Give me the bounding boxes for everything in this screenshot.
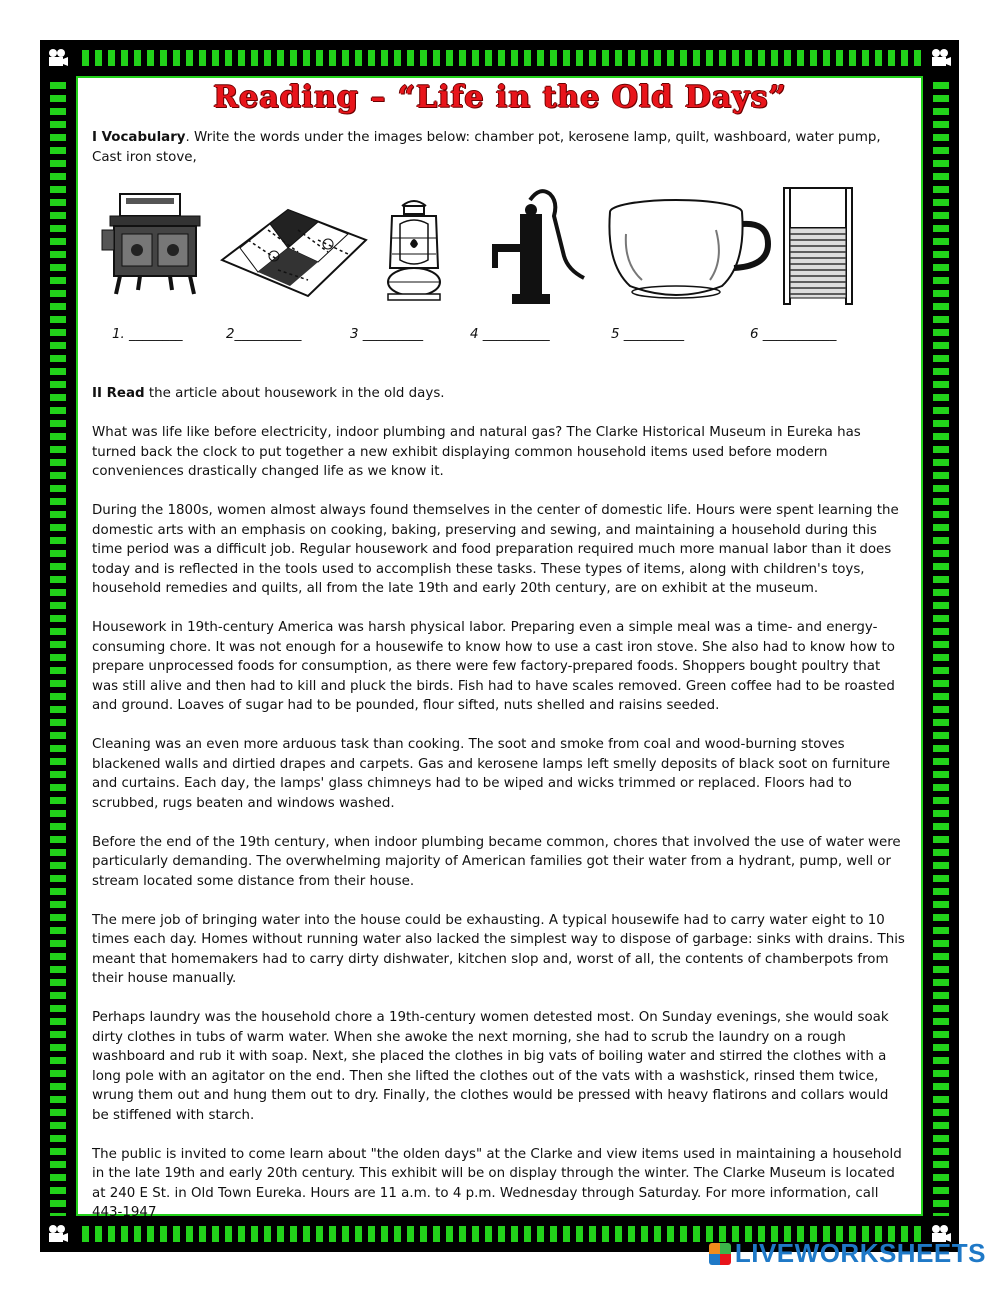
liveworksheets-logo (709, 1238, 986, 1269)
vocabulary-images (100, 186, 860, 306)
chamber-pot-image (606, 194, 772, 304)
projector-icon (40, 1216, 76, 1252)
page-title: Reading – “Life in the Old Days” (213, 80, 787, 115)
vocabulary-instructions (92, 128, 908, 167)
projector-icon (40, 40, 76, 76)
article-paragraph: The mere job of bringing water into the house could be exhausting. A typical housewife had to carry water eight to 10 times each day. Homes without running water also lacked the simplest way to dispose of garbage: sinks with drains. This meant that homemakers had to carry dirty dishwater, kitchen slop and, worst of all, the contents of chamberpots from their house manually. (92, 912, 905, 986)
logo-badge (709, 1243, 731, 1265)
left-film-strip (40, 40, 76, 1252)
logo-text: LIVEWORKSHEETS (734, 1238, 986, 1268)
article-paragraph: The public is invited to come learn about "the olden days" at the Clarke and view items used in maintaining a household in the late 19th and early 20th century. This exhibit will be on display through the winter. The Clarke Museum is located at 240 E St. in Old Town Eureka. Hours are 11 a.m. to 4 p.m. Wednesday through Saturday. For more information, call 443-1947 (92, 1146, 902, 1220)
kerosene-lamp-image (378, 198, 450, 302)
quilt-image (218, 200, 370, 300)
article-paragraph: Housework in 19th-century America was harsh physical labor. Preparing even a simple meal was a time- and energy-consuming chore. It was not enough for a housewife to know how to use a cast iron stove. She also had to know how to prepare unprocessed foods for consumption, as there were few factory-prepared foods. Shoppers bought poultry that was still alive and then had to kill and pluck the birds. Fish had to have scales removed. Green coffee had to be roasted and ground. Loaves of sugar had to be pounded, flour sifted, nuts shelled and raisins seeded. (92, 620, 895, 713)
top-film-strip (40, 40, 959, 76)
article-paragraph: Cleaning was an even more arduous task than cooking. The soot and smoke from coal and wood-burning stoves blackened walls and dirtied drapes and carpets. Gas and kerosene lamps left smelly deposits of black soot on furniture and curtains. Each day, the lamps' glass chimneys had to be wiped and wicks trimmed or replaced. Floors had to scrubbed, rugs beaten and windows washed. (92, 737, 891, 811)
projector-icon (923, 40, 959, 76)
right-film-strip (923, 40, 959, 1252)
answer-blank-3[interactable]: 3 _________ (350, 327, 424, 342)
reading-section (92, 384, 908, 1223)
vocabulary-instruction-text: . Write the words under the images below: chamber pot, kerosene lamp, quilt, washboard, water pump, Cast iron stove, (92, 130, 881, 165)
answer-blank-1[interactable]: 1. ________ (112, 327, 183, 342)
cast-iron-stove-image (100, 190, 210, 302)
vocabulary-label: I Vocabulary (92, 130, 186, 145)
article-paragraph: During the 1800s, women almost always found themselves in the center of domestic life. Hours were spent learning the domestic arts with an emphasis on cooking, baking, preserving and sewing, and maintaining a household during this time period was a difficult job. Regular housework and food preparation required much more manual labor than it does today and is reflected in the tools used to accomplish these tasks. These types of items, along with children's toys, household remedies and quilts, all from the late 19th and early 20th century, are on exhibit at the museum. (92, 503, 899, 596)
answer-blank-2[interactable]: 2__________ (226, 327, 302, 342)
article-paragraph: Perhaps laundry was the household chore a 19th-century women detested most. On Sunday evenings, she would soak dirty clothes in tubs of warm water. When she awoke the next morning, she had to scrub the laundry on a rough washboard and rub it with soap. Next, she placed the clothes in big vats of boiling water and stirred the clothes with a long pole with an agitator on the end. Then she lifted the clothes out of the vats with a washstick, rinsed them twice, wrung them out and hung them out to dry. Finally, the clothes would be pressed with heavy flatirons and collars would be stiffened with starch. (92, 1010, 889, 1123)
article-paragraph: Before the end of the 19th century, when indoor plumbing became common, chores that involved the use of water were particularly demanding. The overwhelming majority of American families got their water from a hydrant, pump, well or stream located some distance from their house. (92, 834, 901, 889)
answer-blank-5[interactable]: 5 _________ (611, 327, 685, 342)
reading-intro-text: the article about housework in the old days. (144, 386, 445, 401)
washboard-image (782, 186, 854, 306)
article-paragraph: What was life like before electricity, indoor plumbing and natural gas? The Clarke Historical Museum in Eureka has turned back the clock to put together a new exhibit displaying common household items used before modern conveniences drastically changed life as we know it. (92, 425, 861, 479)
water-pump-image (484, 186, 596, 306)
reading-instruction (92, 384, 908, 404)
answer-blank-6[interactable]: 6 ___________ (750, 327, 837, 342)
reading-label: II Read (92, 386, 145, 401)
answer-blank-4[interactable]: 4 __________ (470, 327, 550, 342)
